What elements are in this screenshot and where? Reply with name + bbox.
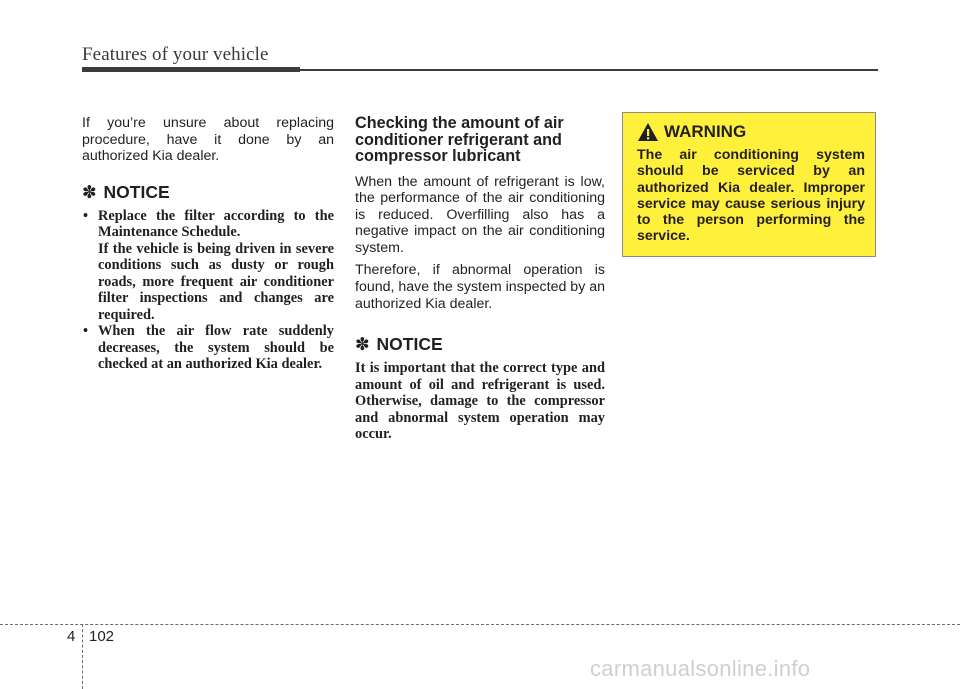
notice-heading-label: NOTICE [376, 334, 443, 355]
warning-box [622, 112, 876, 257]
page-header-title: Features of your vehicle [82, 44, 269, 65]
page-number: 102 [89, 628, 115, 645]
middle-column [355, 115, 605, 443]
intro-paragraph: If you’re unsure about replacing procedure, have it done by an authorized Kia dealer. [82, 115, 334, 165]
notice-heading [355, 334, 605, 355]
notice-item-text: • When the air flow rate suddenly decreases, the system should be checked at an authorized Kia dealer. [98, 323, 334, 373]
section-heading: Checking the amount of air conditioner refrigerant and compressor lubricant [355, 114, 564, 165]
notice-item-text: • Replace the filter according to the Maintenance Schedule. [98, 207, 334, 241]
refrigerant-paragraph: When the amount of refrigerant is low, the performance of the air conditioning is reduced. Overfilling also has a negative impact on the air conditioning system. [355, 173, 605, 256]
inspection-paragraph: Therefore, if abnormal operation is found, have the system inspected by an authorized Kia dealer. [355, 262, 606, 312]
notice-list [82, 208, 334, 373]
notice-heading [82, 182, 334, 203]
footer-divider [82, 624, 83, 689]
notice-star-icon: ✽ [355, 334, 370, 355]
left-column [82, 115, 334, 373]
footer-rule [0, 624, 960, 625]
header-rule-thin [300, 69, 878, 71]
section-number: 4 [67, 628, 76, 645]
warning-text: The air conditioning system should be serviced by an authorized Kia dealer. Improper service may cause serious injury to the person performing the service. [637, 147, 865, 245]
watermark-text: carmanualsonline.info [590, 656, 811, 681]
notice-list-item [82, 208, 334, 324]
warning-header [637, 122, 865, 142]
notice-item-subtext: If the vehicle is being driven in severe conditions such as dusty or rough roads, more frequent air conditioner filter inspections and changes are required. [98, 240, 334, 323]
warning-triangle-icon [637, 122, 659, 142]
notice-text: It is important that the correct type and amount of oil and refrigerant is used. Otherwise, damage to the compressor and abnormal system operation may occur. [355, 360, 605, 443]
notice-star-icon: ✽ [82, 181, 97, 202]
notice-heading-label: NOTICE [103, 181, 170, 202]
warning-title: WARNING [664, 122, 747, 141]
notice-list-item [82, 323, 334, 373]
header-rule-thick [82, 67, 300, 72]
